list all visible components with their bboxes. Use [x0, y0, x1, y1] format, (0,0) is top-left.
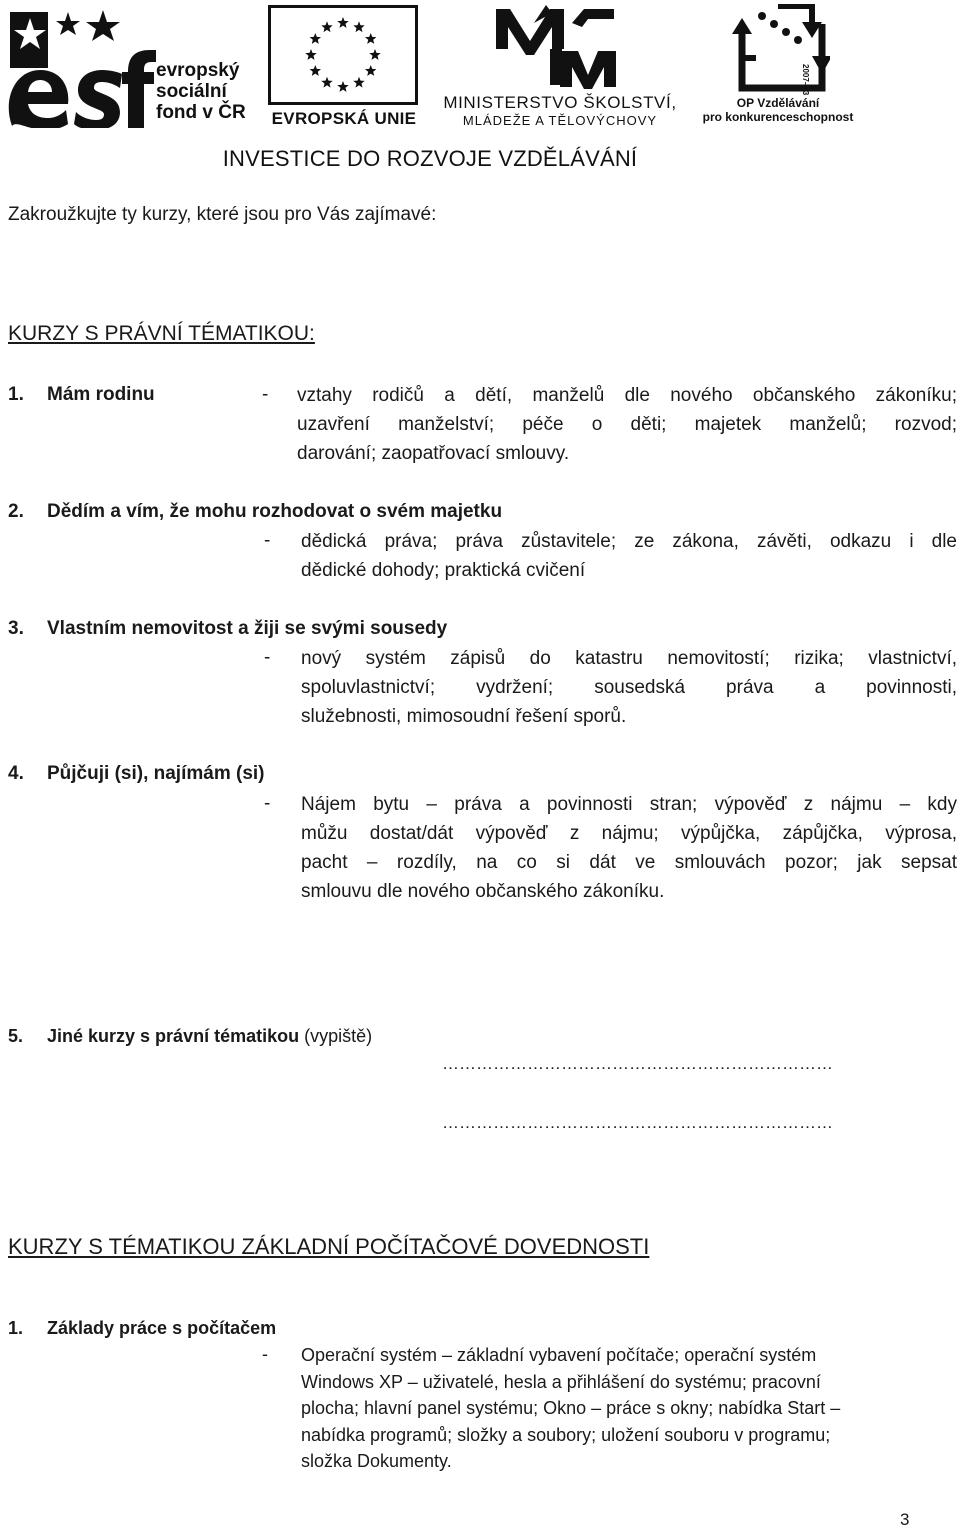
eu-logo	[268, 5, 420, 130]
header-logos	[0, 0, 960, 180]
desc-line: Windows XP – uživatelé, hesla a přihlášení do systému; pracovní	[301, 1371, 821, 1392]
legal-other-title: Jiné kurzy s právní tématikou	[47, 1026, 300, 1046]
eu-label: EVROPSKÁ UNIE	[271, 109, 417, 128]
computer-item-1-number: 1.	[8, 1318, 24, 1338]
computer-item-1-title: Základy práce s počítačem	[47, 1318, 277, 1338]
legal-item-1-number: 1.	[8, 384, 24, 405]
op-text-line-2: pro konkurenceschopnost	[702, 110, 854, 124]
msmt-mark-icon	[490, 5, 620, 90]
op-mark-icon	[726, 4, 830, 94]
legal-item-2-number: 2.	[8, 501, 24, 522]
desc-line: služebnosti, mimosoudní řešení sporů.	[301, 706, 627, 727]
legal-item-1-dash: -	[262, 384, 269, 405]
desc-line: Operační systém – základní vybavení počítače; operační systém	[301, 1345, 817, 1365]
msmt-text-line-1: MINISTERSTVO ŠKOLSTVÍ,	[443, 93, 677, 112]
op-logo	[696, 4, 860, 132]
esf-logo	[8, 8, 258, 133]
legal-item-3-number: 3.	[8, 618, 24, 639]
legal-item-1-description	[297, 381, 957, 468]
desc-line: darování; zaopatřovací smlouvy.	[297, 443, 570, 464]
eu-flag-icon	[268, 5, 418, 105]
legal-item-2-description	[301, 527, 957, 585]
desc-line: vztahy rodičů a dětí, manželů dle nového občanského zákoníku;	[297, 385, 957, 406]
legal-other-blank-2[interactable]: ……………………………………………………………	[442, 1113, 833, 1132]
legal-heading: KURZY S PRÁVNÍ TÉMATIKOU:	[8, 322, 315, 345]
op-years: 2007–13	[801, 64, 810, 96]
legal-item-4-description	[301, 790, 957, 906]
intro-text: Zakroužkujte ty kurzy, které jsou pro Vás zajímavé:	[8, 204, 437, 225]
legal-item-3-title: Vlastním nemovitost a žiji se svými sousedy	[47, 618, 448, 639]
desc-line: můžu dostat/dát výpověď z nájmu; výpůjčka, zápůjčka, výprosa,	[301, 823, 957, 844]
legal-item-2-title: Dědím a vím, že mohu rozhodovat o svém majetku	[47, 501, 503, 522]
desc-line: spoluvlastnictví; vydržení; sousedská práva a povinnosti,	[301, 677, 957, 698]
legal-item-2-dash: -	[264, 530, 271, 551]
page-number: 3	[900, 1510, 910, 1529]
legal-other-title-wrap	[47, 1026, 372, 1047]
legal-item-3-description	[301, 644, 957, 731]
desc-line: nový systém zápisů do katastru nemovitostí; rizika; vlastnictví,	[301, 648, 957, 669]
legal-other-number: 5.	[8, 1026, 24, 1046]
op-text-line-1: OP Vzdělávání	[736, 96, 820, 110]
desc-line: nabídka programů; složky a soubory; uložení souboru v programu;	[301, 1424, 831, 1445]
legal-item-4-number: 4.	[8, 763, 24, 784]
legal-item-4-title: Půjčuji (si), najímám (si)	[47, 763, 265, 784]
desc-line: uzavření manželství; péče o děti; majetek manželů; rozvod;	[297, 414, 957, 435]
desc-line: pacht – rozdíly, na co si dát ve smlouvách pozor; jak sepsat	[301, 852, 957, 873]
computer-heading: KURZY S TÉMATIKOU ZÁKLADNÍ POČÍTAČOVÉ DOVEDNOSTI	[8, 1234, 650, 1259]
esf-logo-mark	[8, 8, 158, 128]
legal-item-3-dash: -	[264, 647, 271, 668]
esf-text-line-2: sociální	[156, 81, 227, 102]
msmt-text-line-2: MLÁDEŽE A TĚLOVÝCHOVY	[462, 113, 658, 128]
desc-line: dědické dohody; praktická cvičení	[301, 560, 586, 581]
desc-line: dědická práva; práva zůstavitele; ze zákona, závěti, odkazu i dle	[301, 531, 957, 552]
esf-text-line-3: fond v ČR	[156, 102, 246, 123]
legal-item-4-dash: -	[264, 793, 271, 814]
desc-line: plocha; hlavní panel systému; Okno – práce s okny; nabídka Start –	[301, 1398, 841, 1418]
msmt-logo	[430, 5, 690, 130]
slogan: INVESTICE DO ROZVOJE VZDĚLÁVÁNÍ	[222, 146, 638, 171]
computer-item-1-dash: -	[262, 1344, 268, 1364]
legal-item-1-title: Mám rodinu	[47, 384, 155, 405]
desc-line: Nájem bytu – práva a povinnosti stran; výpověď z nájmu – kdy	[301, 794, 957, 815]
desc-line: složka Dokumenty.	[301, 1451, 452, 1471]
computer-item-1-description	[301, 1342, 901, 1475]
esf-text-line-1: evropský	[156, 60, 240, 81]
legal-other-blank-1[interactable]: ……………………………………………………………	[442, 1054, 833, 1073]
legal-other-suffix: (vypiště)	[299, 1026, 373, 1046]
desc-line: smlouvu dle nového občanského zákoníku.	[301, 881, 665, 902]
